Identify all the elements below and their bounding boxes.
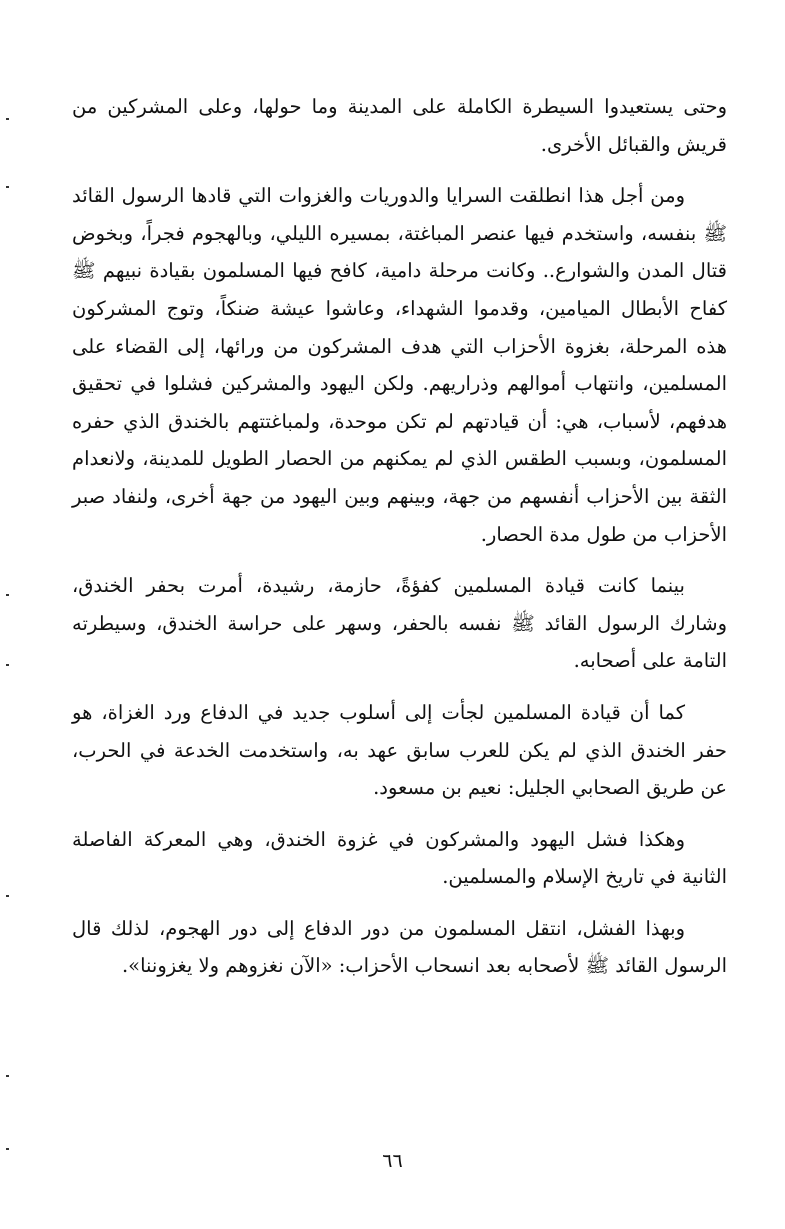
page-number: ٦٦ [382, 1150, 403, 1172]
margin-mark [6, 118, 9, 120]
paragraph-3: بينما كانت قيادة المسلمين كفؤةً، حازمة، رشيدة، أمرت بحفر الخندق، وشارك الرسول القائد ﷺ نفسه بالحفر، وسهر على حراسة الخندق، وسيطرته التامة على أصحابه. [72, 574, 727, 673]
margin-mark [6, 186, 9, 188]
margin-mark [6, 594, 9, 596]
margin-mark [6, 895, 9, 897]
page-body [72, 88, 727, 999]
paragraph-1: وحتى يستعيدوا السيطرة الكاملة على المدينة وما حولها، وعلى المشركين من قريش والقبائل الأخرى. [72, 95, 727, 156]
paragraph-5: وهكذا فشل اليهود والمشركون في غزوة الخندق، وهي المعركة الفاصلة الثانية في تاريخ الإسلام والمسلمين. [72, 827, 727, 889]
paragraph-4: كما أن قيادة المسلمين لجأت إلى أسلوب جديد في الدفاع ورد الغزاة، هو حفر الخندق الذي لم يكن للعرب سابق عهد به، واستخدمت الخدعة في الحرب، عن طريق الصحابي الجليل: نعيم بن مسعود. [72, 700, 727, 800]
margin-mark [6, 664, 9, 666]
margin-mark [6, 1075, 9, 1077]
paragraph-6: وبهذا الفشل، انتقل المسلمون من دور الدفاع إلى دور الهجوم، لذلك قال الرسول القائد ﷺ لأصحابه بعد انسحاب الأحزاب: «الآن نغزوهم ولا يغزوننا». [72, 916, 727, 978]
paragraph-2: ومن أجل هذا انطلقت السرايا والدوريات والغزوات التي قادها الرسول القائد ﷺ بنفسه، واستخدم فيها عنصر المباغتة، بمسيره الليلي، وبالهجوم فجراً، وبخوض قتال المدن والشوارع.. وكانت مرحلة دامية، كافح فيها المسلمون بقيادة نبيهم ﷺ كفاح الأبطال الميامين، وقدموا الشهداء، وعاشوا عيشة ضنكاً، وتوج المشركون هذه المرحلة، بغزوة الأحزاب التي هدف المشركون من ورائها، إلى القضاء على المسلمين، وانتهاب أموالهم وذراريهم. ولكن اليهود والمشركين فشلوا في تحقيق هدفهم، لأسباب، هي: أن قيادتهم لم تكن موحدة، ولمباغتتهم بالخندق الذي حفره المسلمون، وبسبب الطقس الذي لم يمكنهم من الحصار الطويل للمدينة، ولانعدام الثقة بين الأحزاب أنفسهم من جهة، وبينهم وبين اليهود من جهة أخرى، ولنفاد صبر الأحزاب من طول مدة الحصار. [72, 184, 727, 546]
margin-mark [6, 1148, 9, 1150]
